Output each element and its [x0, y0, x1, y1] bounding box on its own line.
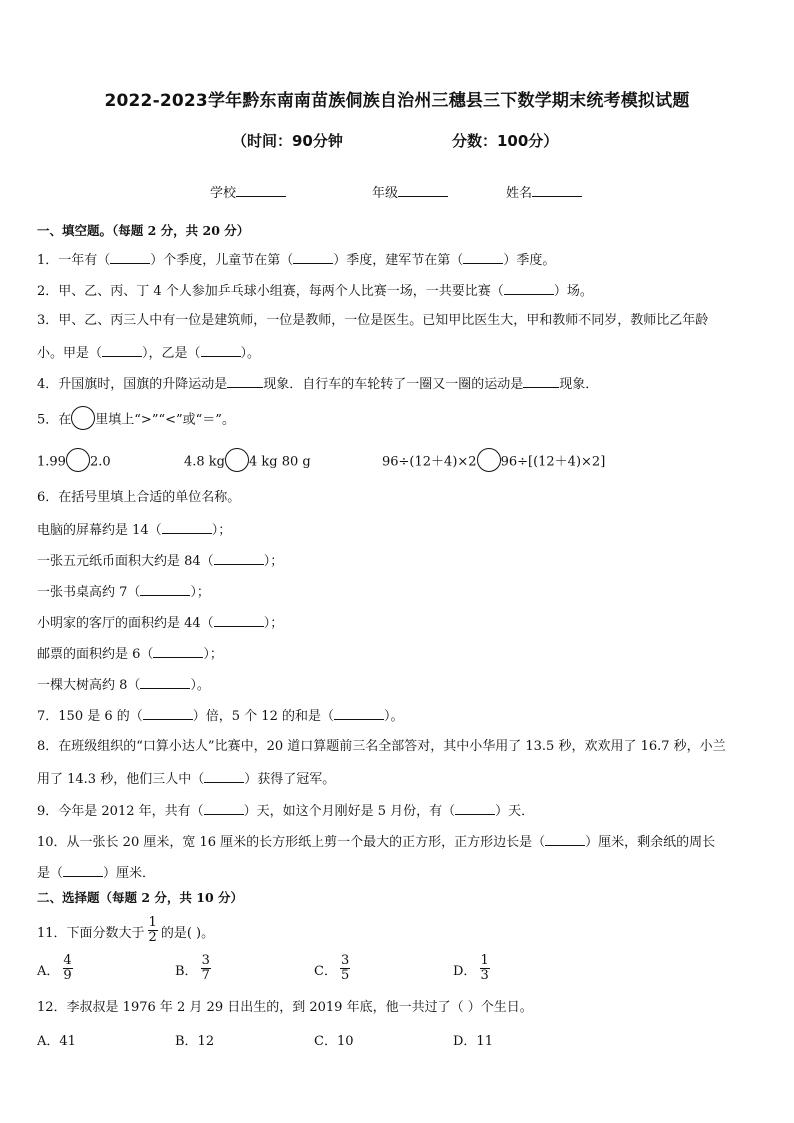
- name-blank[interactable]: [532, 184, 582, 197]
- fraction-denominator: 9: [63, 968, 72, 983]
- q1-text-a: 1．一年有（: [37, 253, 111, 268]
- answer-blank[interactable]: [455, 801, 495, 815]
- q6-item: [37, 613, 283, 633]
- answer-blank[interactable]: [463, 250, 503, 264]
- q3-text-c: ）。: [240, 346, 261, 361]
- q6-item: [37, 551, 283, 571]
- school-blank[interactable]: [236, 184, 286, 197]
- q6-item-end: ）；: [263, 616, 284, 631]
- time-info: （时间：90分钟: [232, 132, 343, 150]
- fraction-denominator: 3: [480, 968, 489, 983]
- fraction-numerator: 3: [340, 953, 350, 968]
- answer-blank[interactable]: [523, 374, 559, 388]
- answer-blank[interactable]: [334, 706, 384, 720]
- q5-expr3-left: 96÷(12＋4)×2: [382, 454, 477, 470]
- compare-circle[interactable]: [477, 448, 501, 472]
- q8-text-a: 用了 14.3 秒，他们三人中（: [37, 772, 205, 787]
- q4-text-a: 4．升国旗时，国旗的升降运动是: [37, 377, 228, 392]
- q5-expr3-right: 96÷[(12＋4)×2]: [500, 454, 606, 470]
- question-3-line1: 3．甲、乙、丙三人中有一位是建筑师，一位是教师，一位是医生。已知甲比医生大，甲和教师不同岁，教师比乙年龄: [37, 313, 709, 328]
- q11-text-a: 11．下面分数大于: [37, 926, 145, 941]
- fraction: [478, 954, 490, 983]
- fraction-denominator: 7: [201, 968, 210, 983]
- answer-blank[interactable]: [204, 769, 244, 783]
- question-9: [37, 801, 534, 821]
- fraction: [339, 954, 351, 983]
- q9-text-a: 9．今年是 2012 年，共有（: [37, 804, 204, 819]
- q11-option-d[interactable]: [453, 953, 493, 983]
- q7-text-c: ）。: [383, 709, 404, 724]
- fraction-numerator: 3: [201, 953, 210, 968]
- answer-blank[interactable]: [143, 706, 193, 720]
- answer-blank[interactable]: [545, 832, 585, 846]
- q6-item-end: ）；: [211, 523, 232, 538]
- answer-blank[interactable]: [204, 801, 244, 815]
- fraction-denominator: 2: [148, 930, 157, 945]
- q6-item: [37, 520, 231, 540]
- name-label: 姓名: [506, 186, 533, 201]
- score-info: 分数：100分）: [452, 132, 559, 150]
- fraction-denominator: 5: [340, 968, 350, 983]
- fraction-numerator: 1: [148, 915, 157, 930]
- q1-text-b: ）个季度，儿童节在第（: [150, 253, 294, 268]
- q3-text-b: ），乙是（: [142, 346, 201, 361]
- q6-item-end: ）。: [190, 678, 210, 693]
- fraction: [200, 954, 212, 983]
- q6-item-end: ）；: [203, 647, 223, 662]
- q5-expr-3: [382, 452, 605, 472]
- q10-text-c: 是（: [37, 866, 64, 881]
- compare-circle[interactable]: [225, 448, 249, 472]
- q2-text-a: 2．甲、乙、丙、丁 4 个人参加乒乓球小组赛，每两个人比赛一场，一共要比赛（: [37, 284, 504, 299]
- question-8-line2: [37, 769, 335, 789]
- name-field: [506, 182, 582, 201]
- q10-text-a: 10．从一张长 20 厘米，宽 16 厘米的长方形纸上剪一个最大的正方形，正方形边长是（: [37, 835, 546, 850]
- question-8-line1: 8．在班级组织的“口算小达人”比赛中，20 道口算题前三名全部答对，其中小华用了 13.5 秒，欢欢用了 16.7 秒，小兰: [37, 739, 726, 754]
- q6-item-text: 电脑的屏幕约是 14（: [37, 523, 162, 538]
- fraction-numerator: 4: [63, 953, 72, 968]
- answer-blank[interactable]: [227, 374, 263, 388]
- answer-blank[interactable]: [504, 281, 554, 295]
- q5-text-b: 里填上“>”“<”或“＝”。: [95, 412, 235, 428]
- option-label: C．: [314, 964, 337, 979]
- q6-item: [37, 675, 210, 695]
- fraction: [147, 916, 159, 945]
- q6-item: [37, 582, 210, 602]
- compare-circle[interactable]: [71, 406, 95, 430]
- q1-text-d: ）季度。: [503, 253, 556, 268]
- question-4: [37, 374, 598, 394]
- question-10-line1: [37, 832, 715, 852]
- q8-text-b: ）获得了冠军。: [244, 772, 336, 787]
- answer-blank[interactable]: [63, 863, 103, 877]
- q12-option-d[interactable]: D．11: [453, 1034, 493, 1049]
- answer-blank[interactable]: [110, 250, 150, 264]
- question-2: [37, 281, 593, 301]
- grade-field: [372, 182, 448, 201]
- q12-option-c[interactable]: C．10: [314, 1034, 354, 1049]
- q2-text-b: ）场。: [553, 284, 593, 299]
- q10-text-b: ）厘米，剩余纸的周长: [585, 835, 716, 850]
- question-5: [37, 410, 235, 430]
- fraction: [61, 954, 73, 983]
- q12-option-a[interactable]: A．41: [37, 1034, 76, 1049]
- q7-text-a: 7．150 是 6 的（: [37, 709, 143, 724]
- q6-item-end: ）；: [190, 585, 210, 600]
- q5-expr1-right: 2.0: [89, 454, 111, 470]
- section-heading-fill: 一、填空题。（每题 2 分，共 20 分）: [37, 223, 250, 238]
- section-heading-choice: 二、选择题（每题 2 分，共 10 分）: [37, 890, 244, 905]
- answer-blank[interactable]: [140, 675, 190, 689]
- q11-option-a[interactable]: [37, 953, 76, 983]
- q5-expr-2: [184, 452, 311, 472]
- question-12: 12．李叔叔是 1976 年 2 月 29 日出生的，到 2019 年底，他一共过了（ ）个生日。: [37, 1000, 533, 1015]
- answer-blank[interactable]: [153, 644, 203, 658]
- q11-option-c[interactable]: [314, 953, 353, 983]
- option-label: B．: [175, 964, 198, 979]
- q6-item: [37, 644, 223, 664]
- q12-option-b[interactable]: B．12: [175, 1034, 215, 1049]
- q5-expr2-left: 4.8 kg: [184, 454, 226, 470]
- q7-text-b: ）倍，5 个 12 的和是（: [192, 709, 334, 724]
- school-label: 学校: [210, 186, 237, 201]
- q6-item-text: 小明家的客厅的面积约是 44（: [37, 616, 214, 631]
- question-3-line2: [37, 343, 260, 363]
- compare-circle[interactable]: [66, 448, 90, 472]
- option-label: A．: [37, 964, 60, 979]
- q9-text-c: ）天．: [495, 804, 535, 819]
- grade-label: 年级: [372, 186, 399, 201]
- answer-blank[interactable]: [201, 343, 241, 357]
- question-11: [37, 915, 215, 945]
- fraction-numerator: 1: [480, 953, 489, 968]
- q6-item-text: 邮票的面积约是 6（: [37, 647, 154, 662]
- q3-text-a: 小。甲是（: [37, 346, 103, 361]
- q5-expr1-left: 1.99: [37, 454, 66, 470]
- answer-blank[interactable]: [214, 613, 264, 627]
- q5-text-a: 5．在: [37, 412, 72, 428]
- answer-blank[interactable]: [102, 343, 142, 357]
- q11-option-b[interactable]: [175, 953, 214, 983]
- q6-item-text: 一张五元纸币面积大约是 84（: [37, 554, 214, 569]
- school-field: [210, 182, 286, 201]
- question-6-intro: 6．在括号里填上合适的单位名称。: [37, 490, 241, 505]
- answer-blank[interactable]: [214, 551, 264, 565]
- answer-blank[interactable]: [293, 250, 333, 264]
- q5-expr2-right: 4 kg 80 g: [249, 454, 311, 470]
- q4-text-b: 现象．自行车的车轮转了一圈又一圈的运动是: [263, 377, 524, 392]
- q11-text-b: 的是( )。: [160, 926, 215, 941]
- q6-item-text: 一棵大树高约 8（: [37, 678, 141, 693]
- question-7: [37, 706, 404, 726]
- answer-blank[interactable]: [140, 582, 190, 596]
- q6-item-end: ）；: [263, 554, 284, 569]
- q1-text-c: ）季度，建军节在第（: [333, 253, 464, 268]
- question-1: [37, 250, 555, 270]
- question-10-line2: [37, 863, 155, 883]
- page-title: 2022-2023学年黔东南南苗族侗族自治州三穗县三下数学期末统考模拟试题: [104, 91, 690, 111]
- q9-text-b: ）天，如这个月刚好是 5 月份，有（: [243, 804, 456, 819]
- answer-blank[interactable]: [162, 520, 212, 534]
- q4-text-c: 现象．: [559, 377, 599, 392]
- grade-blank[interactable]: [398, 184, 448, 197]
- q5-expr-1: [37, 452, 111, 472]
- q6-item-text: 一张书桌高约 7（: [37, 585, 141, 600]
- option-label: D．: [453, 964, 477, 979]
- q10-text-d: ）厘米．: [103, 866, 156, 881]
